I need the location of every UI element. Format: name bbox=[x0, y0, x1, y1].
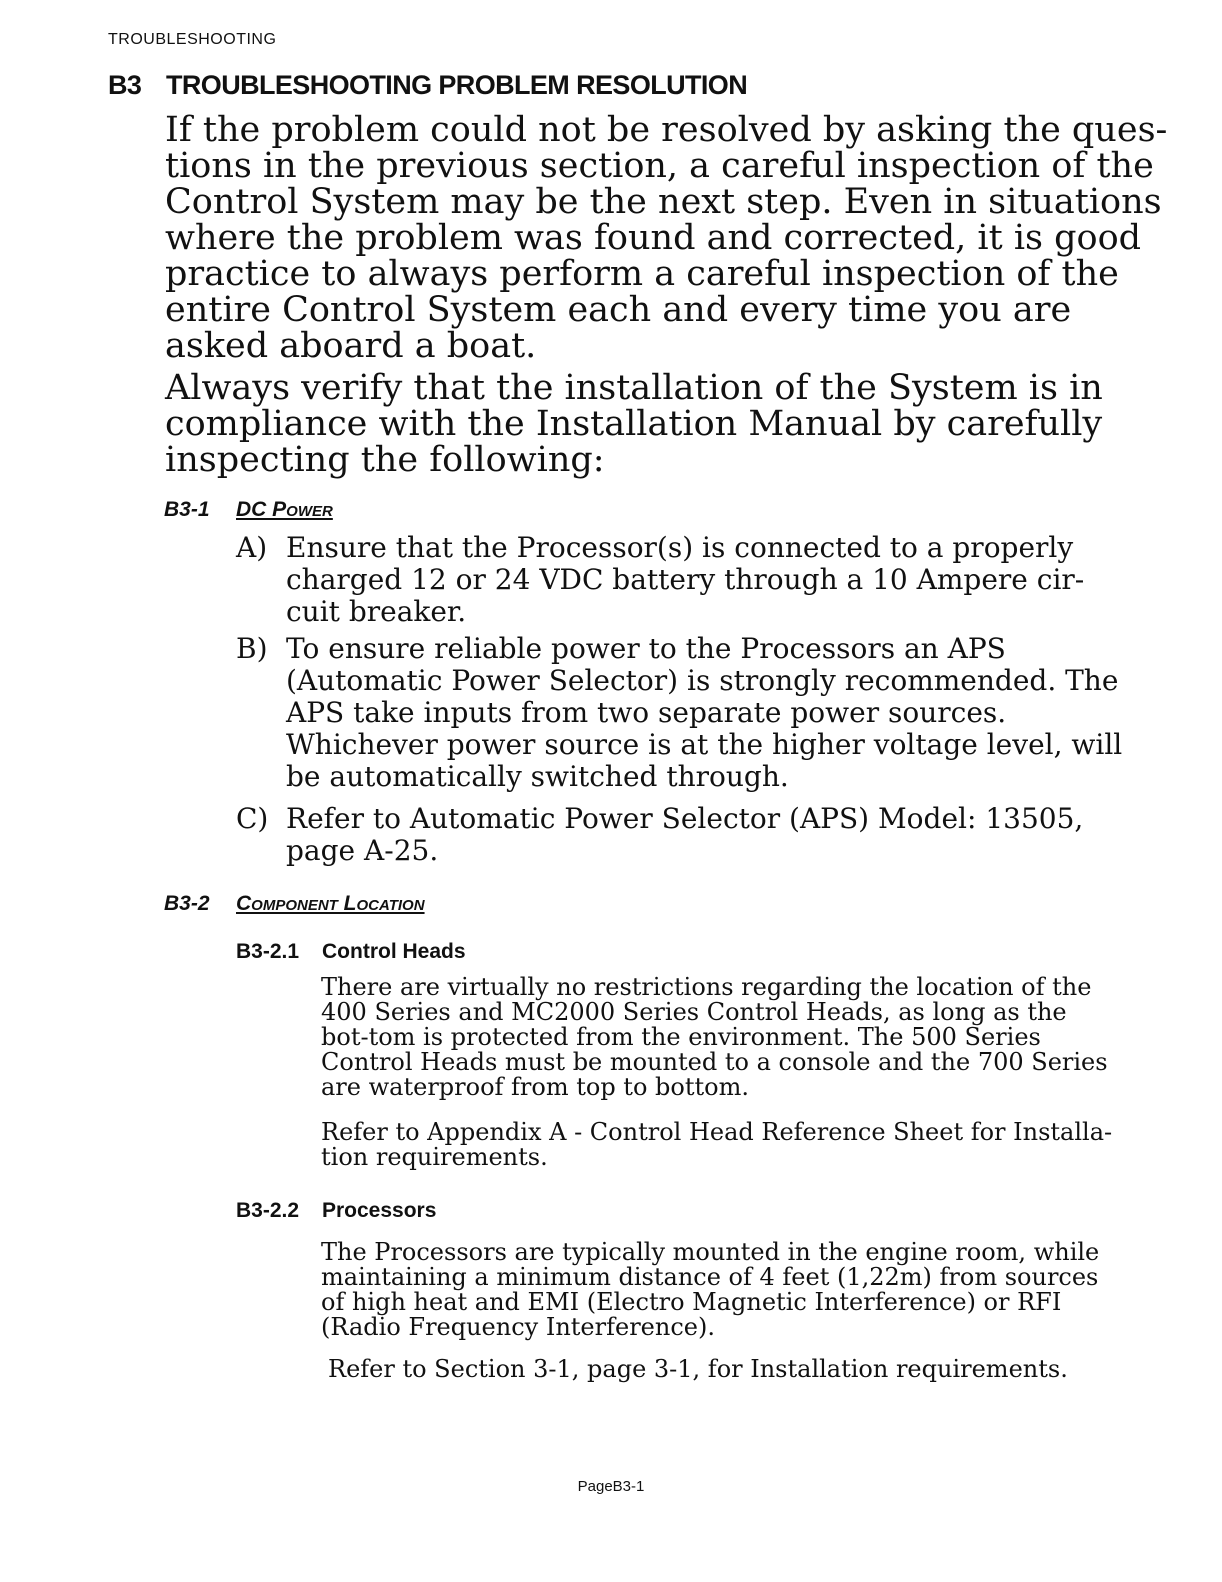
intro-paragraph-2 bbox=[165, 370, 1175, 478]
intro-paragraph-1-text: If the problem could not be resolved by asking the ques-tions in the previous section, a careful inspection of the Control System may be the next step. Even in situations where the problem was found and corrected, it is good practice to always perform a careful inspection of the entire Control System each and every time you are asked aboard a boat. bbox=[165, 110, 1168, 366]
page-footer: PageB3-1 bbox=[577, 1478, 645, 1495]
list-marker: C) bbox=[236, 802, 269, 835]
heading-processors bbox=[236, 1199, 436, 1223]
intro-paragraph-1 bbox=[165, 112, 1175, 364]
list-marker: A) bbox=[236, 531, 268, 564]
heading-title: Control Heads bbox=[322, 940, 466, 963]
subsection-number: B3-2 bbox=[164, 892, 210, 915]
subsection-title: DC Power bbox=[236, 498, 333, 521]
list-item-c bbox=[236, 803, 1136, 867]
running-header: TROUBLESHOOTING bbox=[108, 31, 277, 48]
section-heading bbox=[108, 70, 1168, 101]
list-marker: B) bbox=[236, 632, 268, 665]
control-heads-paragraph-2: Refer to Appendix A - Control Head Reference Sheet for Installa-tion requirements. bbox=[321, 1118, 1113, 1171]
processors-paragraph-1: The Processors are typically mounted in the engine room, while maintaining a minimum distance of 4 feet (1,22m) from sources of high heat and EMI (Electro Magnetic Interference) or RFI (Radio Frequency Interference). bbox=[321, 1238, 1100, 1341]
heading-control-heads bbox=[236, 940, 466, 964]
heading-title: Processors bbox=[322, 1199, 437, 1222]
list-item-text: Ensure that the Processor(s) is connected to a properly charged 12 or 24 VDC battery through a 10 Ampere cir-cuit breaker. bbox=[286, 531, 1085, 628]
section-title: TROUBLESHOOTING PROBLEM RESOLUTION bbox=[166, 70, 748, 100]
section-number: B3 bbox=[108, 70, 142, 100]
subsection-title: Component Location bbox=[236, 892, 425, 915]
processors-paragraph-2: Refer to Section 3-1, page 3-1, for Installation requirements. bbox=[328, 1355, 1068, 1383]
list-item-a bbox=[236, 532, 1136, 628]
subsection-heading-component-location bbox=[164, 892, 425, 916]
subsection-number: B3-1 bbox=[164, 498, 210, 521]
heading-number: B3-2.2 bbox=[236, 1199, 300, 1222]
list-item-text: To ensure reliable power to the Processors an APS (Automatic Power Selector) is strongly recommended. The APS take inputs from two separate power sources. Whichever power source is at the higher voltage level, will be automatically switched through. bbox=[286, 632, 1123, 793]
list-item-text: Refer to Automatic Power Selector (APS) Model: 13505, page A-25. bbox=[286, 802, 1084, 867]
list-item-b bbox=[236, 633, 1136, 793]
control-heads-paragraph-1: There are virtually no restrictions regarding the location of the 400 Series and MC2000 Series Control Heads, as long as the bot-tom is protected from the environment. The 500 Series Control Heads must be mounted to a console and the 700 Series are waterproof from top to bottom. bbox=[321, 973, 1108, 1101]
intro-paragraph-2-text: Always verify that the installation of the System is in compliance with the Installation Manual by carefully inspecting the following: bbox=[165, 368, 1103, 480]
heading-number: B3-2.1 bbox=[236, 940, 300, 963]
subsection-heading-dc-power bbox=[164, 498, 333, 522]
